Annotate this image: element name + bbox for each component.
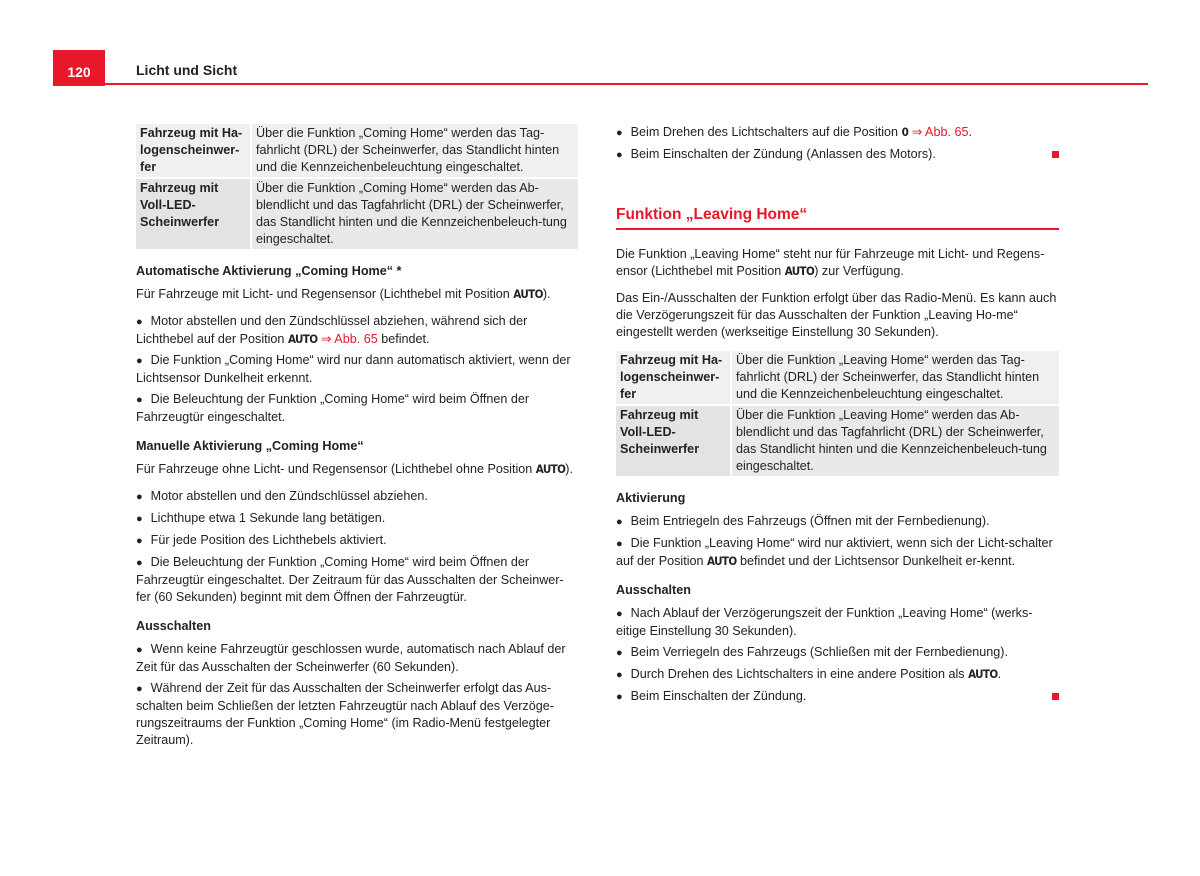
leaving-home-intro: Die Funktion „Leaving Home“ steht nur für Fahrzeuge mit Licht- und Regens-ensor (Lichthebel mit Position AUTO) zur Verfügung. [616,247,1045,278]
auto-symbol: AUTO [707,554,737,568]
table-value: Über die Funktion „Coming Home“ werden das Ab-blendlicht und das Tagfahrlicht (DRL) der Scheinwerfer, das Standlicht hinten und die Kennzeichenbeleuch-tung eingeschaltet. [251,178,578,249]
list-item: ● Die Beleuchtung der Funktion „Coming Home“ wird beim Öffnen der Fahrzeugtür eingeschaltet. Der Zeitraum für das Ausschalten der Scheinwer-fer (60 Sekunden) beginnt mit dem Öffnen der Fahrzeugtür. [136,555,564,604]
manual-activation-heading: Manuelle Aktivierung „Coming Home“ [136,439,364,453]
leaving-home-radio-menu-text: Das Ein-/Ausschalten der Funktion erfolgt über das Radio-Menü. Es kann auch die Verzögerungszeit für das Ausschalten der Funktion „Leaving Ho-me“ eingestellt werden (werkseitige Einstellung 30 Sekunden). [616,291,1057,339]
section-end-marker [1052,151,1059,158]
auto-intro: Für Fahrzeuge mit Licht- und Regensensor (Lichthebel mit Position AUTO). [136,287,551,301]
table-value: Über die Funktion „Leaving Home“ werden das Tag-fahrlicht (DRL) der Scheinwerfer, das Standlicht hinten und die Kennzeichenbeleuchtung eingeschaltet. [731,351,1059,405]
auto-activation-heading: Automatische Aktivierung „Coming Home“ * [136,264,402,278]
list-item: ● Motor abstellen und den Zündschlüssel abziehen, während sich der Lichthebel auf der Position AUTO ⇒ Abb. 65 befindet. [136,314,528,346]
list-item: ● Beim Entriegeln des Fahrzeugs (Öffnen mit der Fernbedienung). [616,514,990,528]
switch-off-heading: Ausschalten [136,619,211,633]
figure-reference-link[interactable]: ⇒ Abb. 65 [320,332,378,346]
list-item: ● Für jede Position des Lichthebels aktiviert. [136,533,387,547]
table-row [616,405,1059,476]
list-item: ● Beim Drehen des Lichtschalters auf die Position 0 ⇒ Abb. 65. [616,125,972,139]
activation-heading: Aktivierung [616,491,686,505]
table-key: Fahrzeug mit Ha-logenscheinwer-fer [136,124,251,178]
table-row [616,351,1059,405]
list-item: ● Lichthupe etwa 1 Sekunde lang betätigen. [136,511,386,525]
list-item: ● Die Funktion „Leaving Home“ wird nur aktiviert, wenn sich der Licht-schalter auf der Position AUTO befindet und der Lichtsensor Dunkelheit er-kennt. [616,536,1053,568]
coming-home-table [136,124,578,249]
auto-symbol: AUTO [968,667,998,681]
right-column [616,124,1059,710]
chapter-title: Licht und Sicht [136,62,238,78]
table-value: Über die Funktion „Leaving Home“ werden das Ab-blendlicht und das Tagfahrlicht (DRL) der Scheinwerfer, das Standlicht hinten und die Kennzeichenbeleuch-tung eingeschaltet. [731,405,1059,476]
list-item: ● Wenn keine Fahrzeugtür geschlossen wurde, automatisch nach Ablauf der Zeit für das Ausschalten der Scheinwerfer (60 Sekunden). [136,642,566,674]
list-item: ● Während der Zeit für das Ausschalten der Scheinwerfer erfolgt das Aus-schalten beim Schließen der letzten Fahrzeugtür nach Ablauf des Verzöge-rungszeitraums der Funktion „Coming Home“ (im Radio-Menü festgelegter Zeitraum). [136,681,554,747]
list-item: ● Beim Einschalten der Zündung. [616,688,1059,706]
list-item: ● Motor abstellen und den Zündschlüssel abziehen. [136,489,428,503]
list-item: ● Beim Einschalten der Zündung (Anlassen des Motors). [616,146,1059,164]
table-key: Fahrzeug mit Voll-LED-Scheinwerfer [136,178,251,249]
table-value: Über die Funktion „Coming Home“ werden das Tag-fahrlicht (DRL) der Scheinwerfer, das Standlicht hinten und die Kennzeichenbeleuchtung eingeschaltet. [251,124,578,178]
list-item: ● Beim Verriegeln des Fahrzeugs (Schließen mit der Fernbedienung). [616,645,1008,659]
table-key: Fahrzeug mit Voll-LED-Scheinwerfer [616,405,731,476]
page-number: 120 [53,50,105,86]
position-zero-symbol: 0 [901,125,909,139]
list-item: ● Die Beleuchtung der Funktion „Coming Home“ wird beim Öffnen der Fahrzeugtür eingeschaltet. [136,392,530,424]
list-item: ● Durch Drehen des Lichtschalters in eine andere Position als AUTO. [616,667,1002,681]
list-item: ● Die Funktion „Coming Home“ wird nur dann automatisch aktiviert, wenn der Lichtsensor Dunkelheit erkennt. [136,353,571,385]
leaving-home-section-title: Funktion „Leaving Home“ [616,206,1059,230]
section-end-marker [1052,693,1059,700]
figure-reference-link[interactable]: ⇒ Abb. 65 [911,125,969,139]
table-row [136,124,578,178]
switch-off-heading: Ausschalten [616,583,691,597]
table-row [136,178,578,249]
table-key: Fahrzeug mit Ha-logenscheinwer-fer [616,351,731,405]
auto-symbol: AUTO [784,264,815,278]
auto-symbol: AUTO [287,332,318,346]
manual-intro: Für Fahrzeuge ohne Licht- und Regensensor (Lichthebel ohne Position AUTO). [136,462,573,476]
auto-symbol: AUTO [513,287,543,301]
leaving-home-table [616,351,1059,476]
auto-symbol: AUTO [535,462,566,476]
header-rule [53,83,1148,85]
list-item: ● Nach Ablauf der Verzögerungszeit der Funktion „Leaving Home“ (werks-eitige Einstellung 30 Sekunden). [616,606,1033,638]
left-column [136,124,578,753]
